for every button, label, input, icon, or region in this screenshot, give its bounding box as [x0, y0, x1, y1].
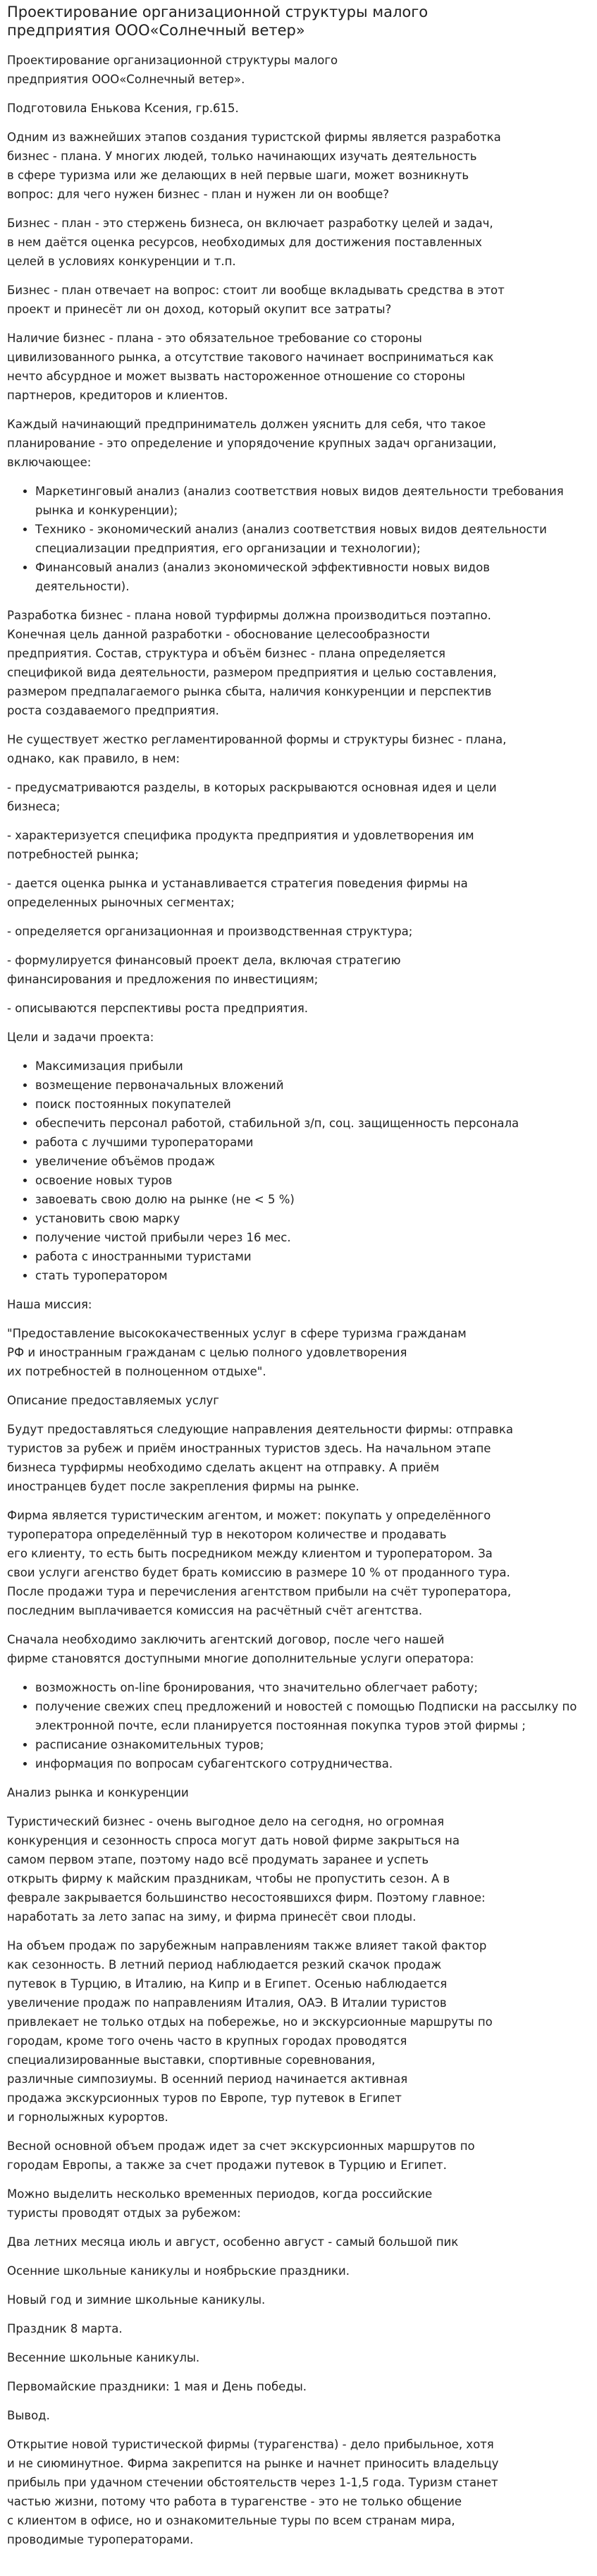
paragraph: - характеризуется специфика продукта предприятия и удовлетворения им потребностей рынка;: [7, 829, 474, 861]
paragraph: Весенние школьные каникулы.: [7, 2351, 200, 2364]
paragraph: Описание предоставляемых услуг: [7, 1394, 219, 1407]
list-item: • стать туроператором: [35, 1266, 581, 1285]
paragraph: Первомайские праздники: 1 мая и День победы.: [7, 2380, 307, 2393]
paragraph: Фирма является туристическим агентом, и может: покупать у определённого туроператора определённый тур в некотором количестве и продавать его клиенту, то есть быть посредником между клиентом и туроператором. За свои услуги агенство будет брать комиссию в размере 10 % от проданного тура. После продажи тура и перечисления агентством прибыли на счёт туроператора, последним выплачивается комиссия на расчётный счёт агентства.: [7, 1509, 512, 1617]
paragraph: Одним из важнейших этапов создания туристской фирмы является разработка бизнес - плана. У многих людей, только начинающих изучать деятельность в сфере туризма или же делающих в ней первые шаги, может возникнуть вопрос: для чего нужен бизнес - план и нужен ли он вообще?: [7, 130, 501, 201]
page-title: Проектирование организационной структуры малого предприятия ООО«Солнечный ветер»: [7, 4, 429, 39]
paragraph: Цели и задачи проекта:: [7, 1031, 154, 1044]
paragraph: Наличие бизнес - плана - это обязательное требование со стороны цивилизованного рынка, а отсутствие такового начинает восприниматься как нечто абсурдное и может вызвать настороженное отношение со стороны партнеров, кредиторов и клиентов.: [7, 332, 494, 402]
paragraph: Вывод.: [7, 2409, 50, 2422]
list-item: • установить свою марку: [35, 1209, 581, 1228]
paragraph: "Предоставление высококачественных услуг в сфере туризма гражданам РФ и иностранным гражданам с целью полного удовлетворения их потребностей в полноценном отдыхе".: [7, 1327, 467, 1378]
paragraph: - дается оценка рынка и устанавливается стратегия поведения фирмы на определенных рыночных сегментах;: [7, 877, 468, 909]
paragraph: Наша миссия:: [7, 1298, 92, 1311]
paragraph: Можно выделить несколько временных периодов, когда российские туристы проводят отдых за рубежом:: [7, 2187, 433, 2220]
list-item: • Финансовый анализ (анализ экономической эффективности новых видов деятельности).: [35, 558, 581, 596]
list-item: • расписание ознакомительных туров;: [35, 1735, 581, 1754]
paragraph: - предусматриваются разделы, в которых раскрываются основная идея и цели бизнеса;: [7, 781, 497, 813]
paragraph: Каждый начинающий предприниматель должен уяснить для себя, что такое планирование - это определение и упорядочение крупных задач организации, включающее:: [7, 418, 497, 469]
paragraph: - определяется организационная и производственная структура;: [7, 925, 413, 938]
bullet-list: [7, 1057, 581, 1285]
list-item: • обеспечить персонал работой, стабильной з/п, соц. защищенность персонала: [35, 1114, 581, 1133]
paragraph: - формулируется финансовый проект дела, включая стратегию финансирования и предложения по инвестициям;: [7, 954, 401, 986]
paragraph: Два летних месяца июль и август, особенно август - самый большой пик: [7, 2235, 459, 2249]
paragraph: Праздник 8 марта.: [7, 2322, 123, 2335]
paragraph: Новый год и зимние школьные каникулы.: [7, 2293, 266, 2307]
paragraph: Проектирование организационной структуры малого предприятия ООО«Солнечный ветер».: [7, 54, 338, 86]
bullet-list: [7, 1678, 581, 1773]
paragraph: Весной основной объем продаж идет за счет экскурсионных маршрутов по городам Европы, а также за счет продажи путевок в Турцию и Египет.: [7, 2139, 475, 2172]
list-item: • увеличение объёмов продаж: [35, 1152, 581, 1171]
list-item: • возмещение первоначальных вложений: [35, 1076, 581, 1095]
paragraph: Бизнес - план отвечает на вопрос: стоит ли вообще вкладывать средства в этот проект и принесёт ли он доход, который окупит все затраты?: [7, 284, 505, 316]
paragraph: Подготовила Енькова Ксения, гр.615.: [7, 102, 239, 115]
paragraph: Бизнес - план - это стержень бизнеса, он включает разработку целей и задач, в нем даётся оценка ресурсов, необходимых для достижения поставленных целей в условиях конкуренции и т.п.: [7, 217, 493, 268]
paragraph: Будут предоставляться следующие направления деятельности фирмы: отправка туристов за рубеж и приём иностранных туристов здесь. На начальном этапе бизнеса турфирмы необходимо сделать акцент на отправку. А приём иностранцев будет после закрепления фирмы на рынке.: [7, 1423, 513, 1493]
list-item: • Маркетинговый анализ (анализ соответствия новых видов деятельности требования рынка и конкуренции);: [35, 482, 581, 520]
paragraph: Анализ рынка и конкуренции: [7, 1786, 189, 1799]
list-item: • Технико - экономический анализ (анализ соответствия новых видов деятельности специализации предприятия, его организации и технологии);: [35, 520, 581, 558]
paragraph: Не существует жестко регламентированной формы и структуры бизнес - плана, однако, как правило, в нем:: [7, 733, 507, 765]
bullet-list: [7, 482, 581, 596]
list-item: • Максимизация прибыли: [35, 1057, 581, 1076]
list-item: • получение чистой прибыли через 16 мес.: [35, 1228, 581, 1247]
list-item: • возможность on-line бронирования, что значительно облегчает работу;: [35, 1678, 581, 1697]
paragraph: - описываются перспективы роста предприятия.: [7, 1002, 309, 1015]
paragraph: Сначала необходимо заключить агентский договор, после чего нашей фирме становятся доступными многие дополнительные услуги оператора:: [7, 1633, 474, 1665]
paragraph: Разработка бизнес - плана новой турфирмы должна производиться поэтапно. Конечная цель данной разработки - обоснование целесообразности предприятия. Состав, структура и объём бизнес - плана определяется спецификой вида деятельности, размером предприятия и целью составления, размером предпалагаемого рынка сбыта, наличия конкуренции и перспектив роста создаваемого предприятия.: [7, 609, 497, 717]
article-body: [7, 51, 581, 2549]
paragraph: На объем продаж по зарубежным направлениям также влияет такой фактор как сезонность. В летний период наблюдается резкий скачок продаж путевок в Турцию, в Италию, на Кипр и в Египет. Осенью наблюдается увеличение продаж по направлениям Италия, ОАЭ. В Италии туристов привлекает не только отдых на побережье, но и экскурсионные маршруты по городам, кроме того очень часто в крупных городах проводятся специализированные выставки, спортивные соревнования, различные симпозиумы. В осенний период начинается активная продажа экскурсионных туров по Европе, тур путевок в Египет и горнолыжных курортов.: [7, 1939, 493, 2124]
list-item: • работа с лучшими туроператорами: [35, 1133, 581, 1152]
paragraph: Открытие новой туристической фирмы (турагенства) - дело прибыльное, хотя и не сиюминутное. Фирма закрепится на рынке и начнет приносить владельцу прибыль при удачном стечении обстоятельств через 1-1,5 года. Туризм станет частью жизни, потому что работа в турагенстве - это не только общение с клиентом в офисе, но и ознакомительные туры по всем странам мира, проводимые туроператорами.: [7, 2438, 499, 2546]
paragraph: Осенние школьные каникулы и ноябрьские праздники.: [7, 2264, 350, 2278]
list-item: • освоение новых туров: [35, 1171, 581, 1190]
list-item: • получение свежих спец предложений и новостей с помощью Подписки на рассылку по электронной почте, если планируется постоянная покупка туров этой фирмы ;: [35, 1697, 581, 1735]
list-item: • завоевать свою долю на рынке (не < 5 %): [35, 1190, 581, 1209]
paragraph: Туристический бизнес - очень выгодное дело на сегодня, но огромная конкуренция и сезонность спроса могут дать новой фирме закрыться на самом первом этапе, поэтому надо всё продумать заранее и успеть открыть фирму к майским праздникам, чтобы не пропустить сезон. А в феврале закрывается большинство несостоявшихся фирм. Поэтому главное: наработать за лето запас на зиму, и фирма принесёт свои плоды.: [7, 1815, 486, 1924]
list-item: • поиск постоянных покупателей: [35, 1095, 581, 1114]
list-item: • информация по вопросам субагентского сотрудничества.: [35, 1754, 581, 1773]
list-item: • работа с иностранными туристами: [35, 1247, 581, 1266]
